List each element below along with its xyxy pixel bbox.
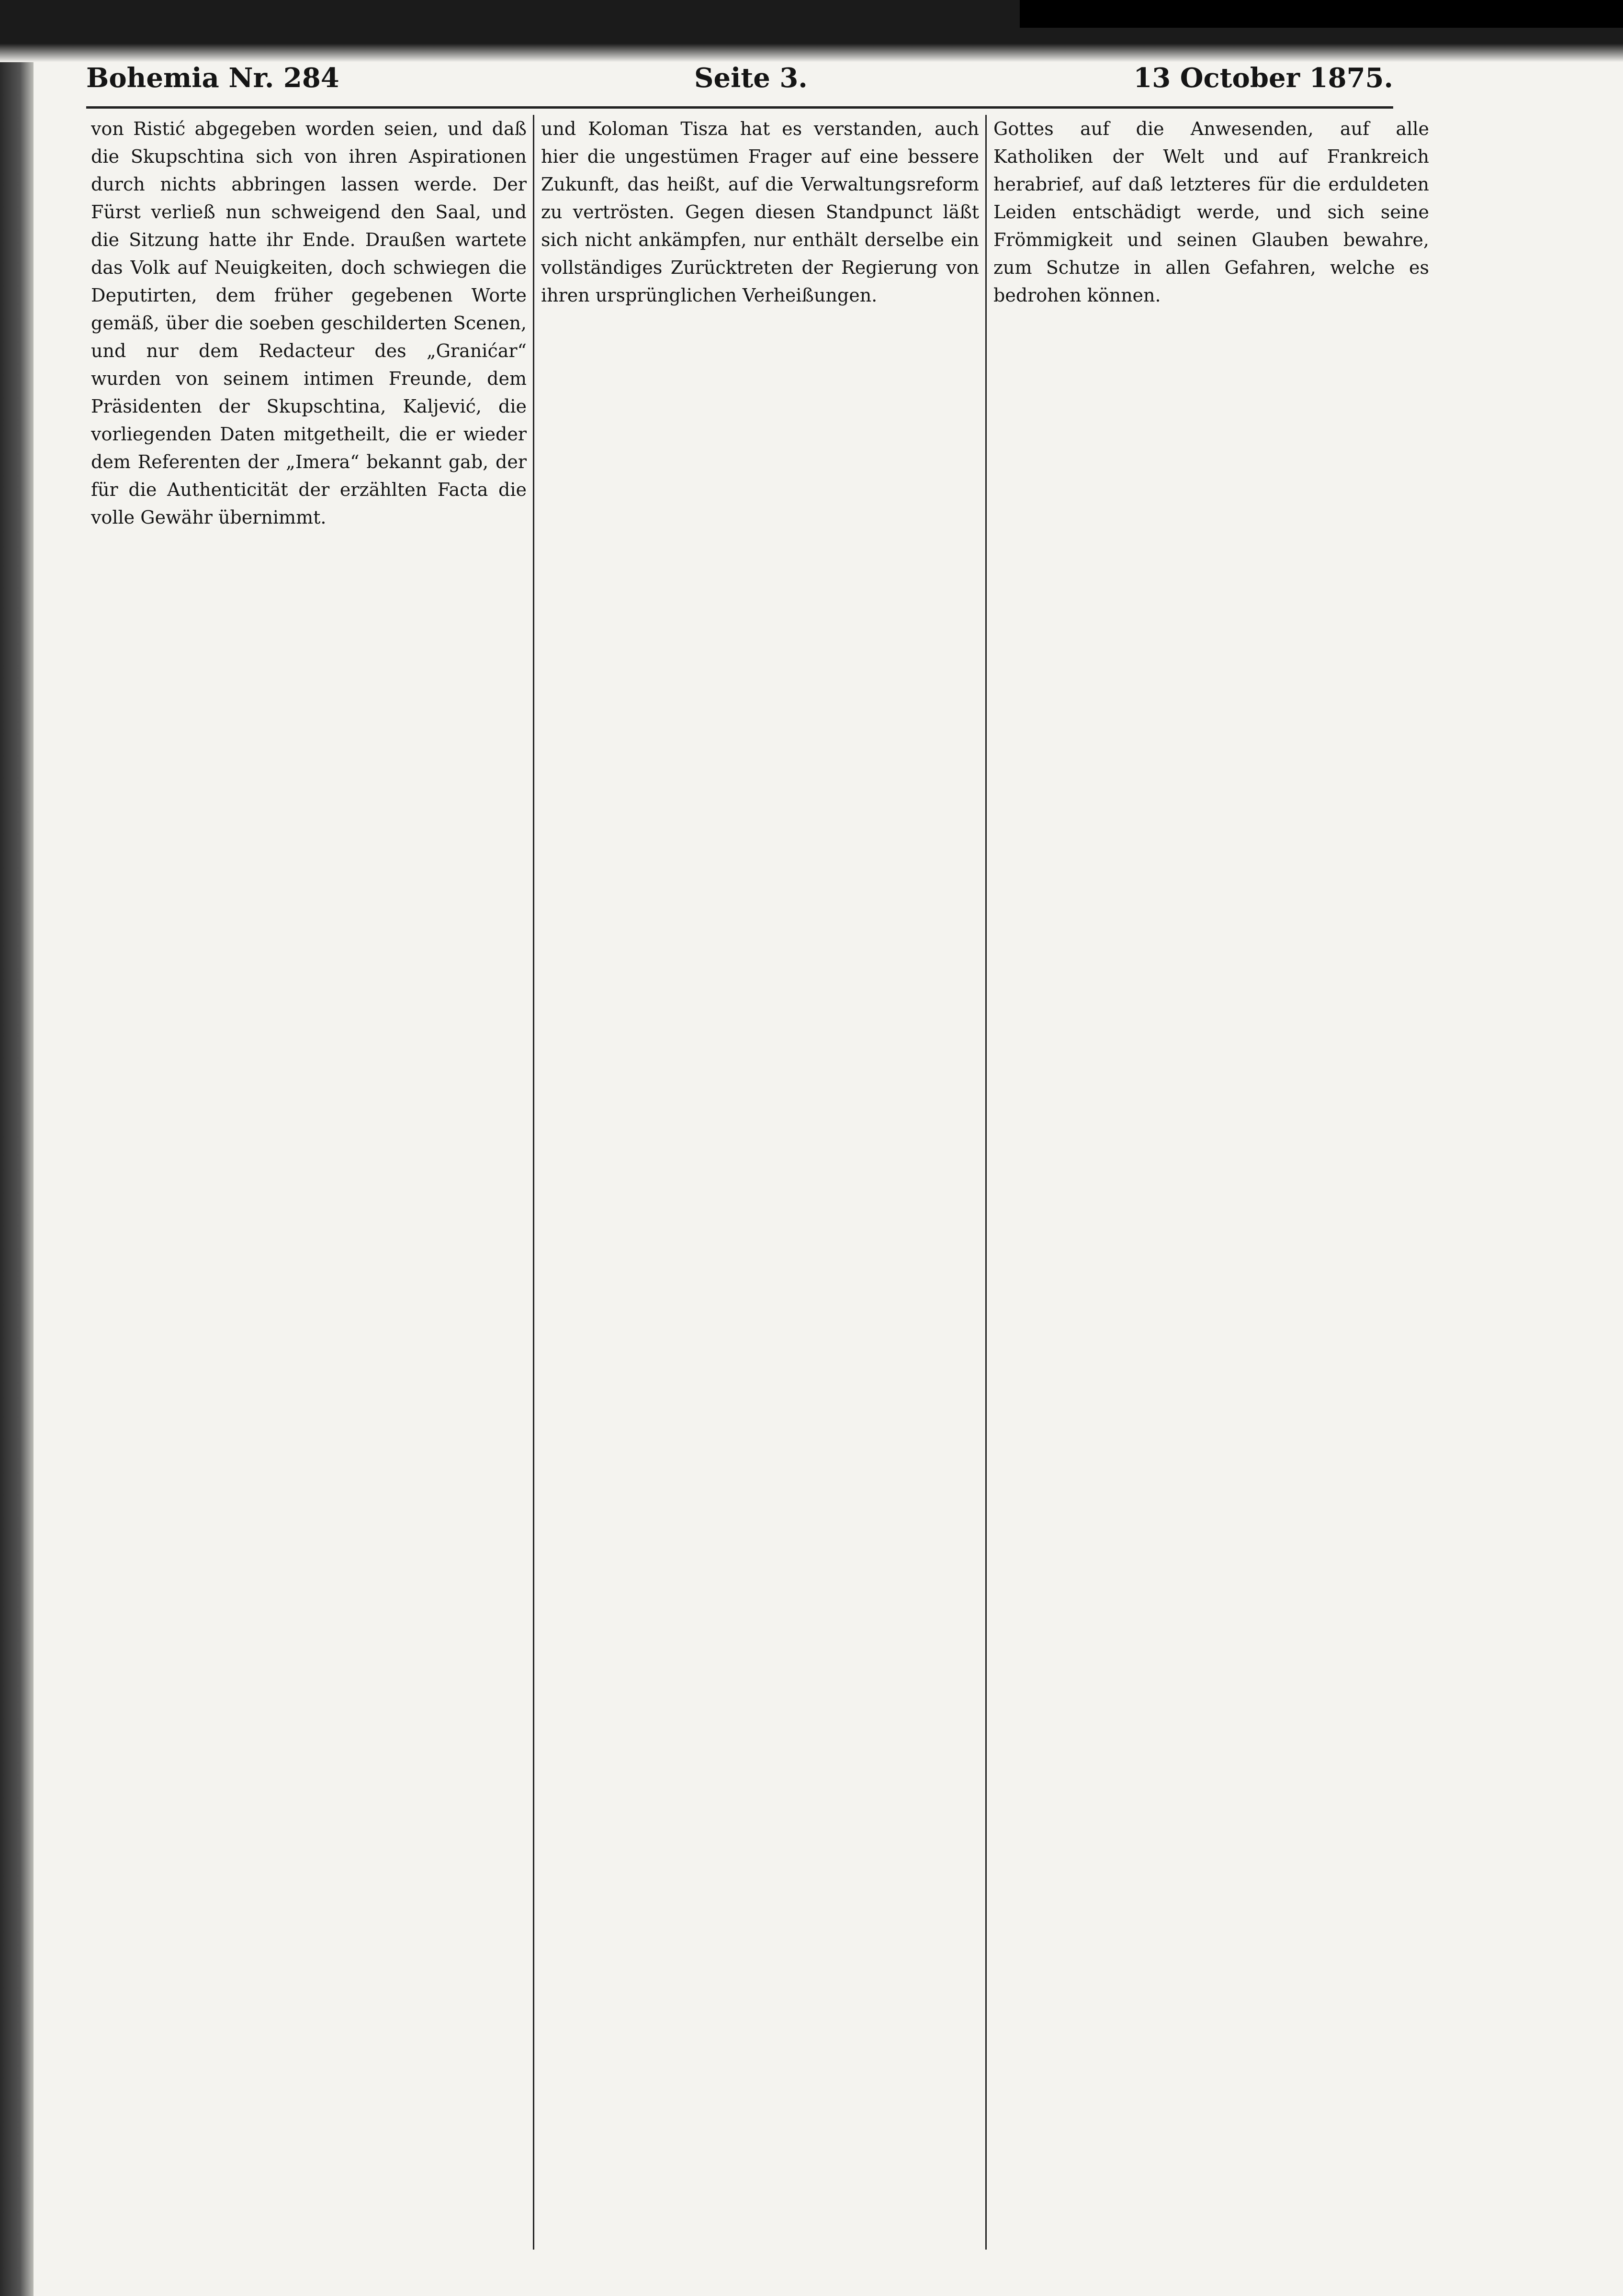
- header-rule: [86, 106, 1393, 109]
- col3-paragraph: Gottes auf die Anwesenden, auf alle Katholiken der Welt und auf Frankreich herabrief, auf daß letzteres für die erduldeten Leiden entschädigt werde, und sich seine Frömmigkeit und seinen Glauben bewahre, zum Schutze in allen Gefahren, welche es bedrohen können.: [993, 118, 1429, 306]
- column-1: [91, 115, 527, 2250]
- column-3: [993, 115, 1429, 2250]
- scan-top-dark-block: [1020, 0, 1623, 28]
- column-rule-1: [533, 115, 534, 2250]
- page-header: [86, 62, 1393, 105]
- column-rule-2: [985, 115, 987, 2250]
- page-number: Seite 3.: [694, 62, 808, 94]
- issue-date: 13 October 1875.: [1133, 62, 1393, 94]
- scan-top-border: [0, 0, 1623, 62]
- col1-paragraph: von Ristić abgegeben worden seien, und daß die Skupschtina sich von ihren Aspirationen durch nichts abbringen lassen werde. Der Fürst verließ nun schweigend den Saal, und die Sitzung hatte ihr Ende. Draußen wartete das Volk auf Neuigkeiten, doch schwiegen die Deputirten, dem früher gegebenen Worte gemäß, über die soeben geschilderten Scenen, und nur dem Redacteur des „Granićar“ wurden von seinem intimen Freunde, dem Präsidenten der Skupschtina, Kaljević, die vorliegenden Daten mitgetheilt, die er wieder dem Referenten der „Imera“ bekannt gab, der für die Authenticität der erzählten Facta die volle Gewähr übernimmt.: [91, 118, 527, 528]
- column-2: [541, 115, 979, 2250]
- newspaper-issue: Bohemia Nr. 284: [86, 62, 339, 94]
- book-binding-edge: [0, 0, 34, 2296]
- col2-paragraph: und Koloman Tisza hat es verstanden, auch hier die ungestümen Frager auf eine bessere Zukunft, das heißt, auf die Verwaltungsreform zu vertrösten. Gegen diesen Standpunct läßt sich nicht ankämpfen, nur enthält derselbe ein vollständiges Zurücktreten der Regierung von ihren ursprünglichen Verheißungen.: [541, 118, 979, 306]
